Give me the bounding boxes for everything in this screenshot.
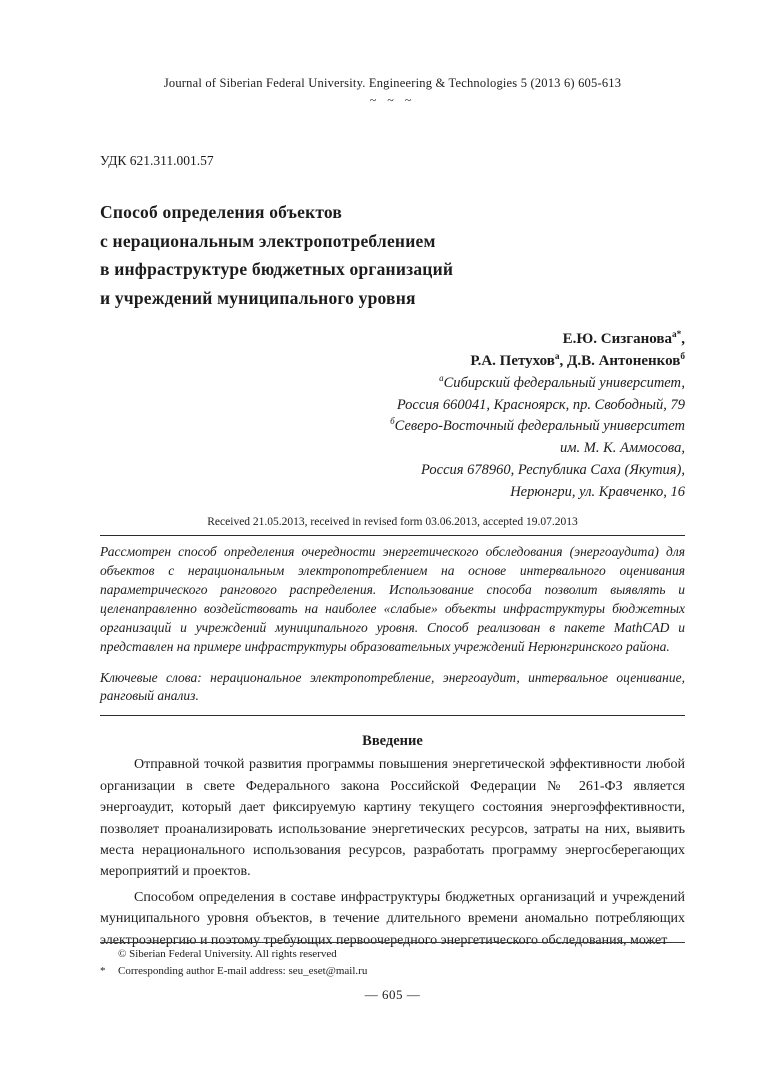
journal-header: Journal of Siberian Federal University. Engineering & Technologies 5 (2013 6) 605-613 [163,76,622,90]
corresponding-author-line [100,963,685,980]
title-line-1: Способ определения объектов [100,202,343,222]
affiliation-text: Сибирский федеральный университет, [443,374,685,391]
title-line-2: с нерациональным электропотреблением [100,230,436,251]
affiliation-text: Северо-Восточный федеральный университет [394,418,685,435]
affiliation-line [100,438,685,460]
page-footer [100,942,685,1003]
author-line-1 [100,328,685,351]
affiliation-line [100,460,685,482]
author-line-2 [100,350,685,373]
abstract-text: Рассмотрен способ определения очередности энергетического обследования (энергоаудита) для объектов с нерациональным электропотреблением на основе интервального оценивания параметрического рангового распределения. Использование способа позволит выявлять и целенаправленно воздействовать на наиболее «слабые» объекты инфраструктуры бюджетных организаций и учреждений муниципального уровня. Способ реализован в пакете MathCAD и представлен на примере инфраструктуры образовательных учреждений Нерюнгринского района. [100,544,685,654]
authors-block [100,328,685,373]
affiliation-line [100,416,685,438]
footnote-marker-star: * [100,964,106,977]
tilde-separator: ~ ~ ~ [369,93,416,107]
author-affiliation-mark: б [680,352,685,363]
author-line-tail: , [681,330,685,347]
body-paragraph-2: Способом определения в составе инфраструктуры бюджетных организаций и учреждений муниципального уровня объектов, в течение длительного времени аномально потребляющих электроэнергию и поэтому требующих первоочередного энергетического обследования, может [100,889,685,948]
affiliation-line [100,373,685,395]
corresponding-author-text: Corresponding author E-mail address: seu_eset@mail.ru [118,964,368,977]
author-name: Д.В. Антоненков [567,353,681,370]
affiliation-text: Россия 678960, Республика Саха (Якутия), [421,461,685,478]
affiliation-line [100,395,685,417]
title-line-4: и учреждений муниципального уровня [100,288,416,309]
author-affiliation-mark: а* [671,329,682,340]
author-affiliation-mark: а [554,352,560,363]
affiliations-block [100,373,685,504]
affiliation-mark: б [390,416,395,427]
copyright-line [100,946,685,963]
affiliation-text: Нерюнгри, ул. Кравченко, 16 [510,483,685,500]
udc-code: УДК 621.311.001.57 [100,153,214,168]
author-name: Р.А. Петухов [470,353,555,370]
abstract-divider-bottom [100,715,685,716]
body-paragraph-1: Отправной точкой развития программы повышения энергетической эффективности любой организации в свете Федерального закона Российской Федерации № 261-ФЗ является энергоаудит, который дает фиксируемую картину текущего состояния энергоэффективности, позволяет проанализировать использование энергетических ресурсов, затраты на них, выявить места нерационального использования ресурсов, разработать программу энергосберегающих мероприятий и проектов. [100,757,685,880]
received-dates-line: Received 21.05.2013, received in revised form 03.06.2013, accepted 19.07.2013 [207,516,578,529]
author-separator: , [559,353,567,370]
author-name: Е.Ю. Сизганова [562,330,672,347]
keywords-text: Ключевые слова: нерациональное электропотребление, энергоаудит, интервальное оценивание, ранговый анализ. [100,669,685,704]
page-number: — 605 — [364,987,421,1002]
affiliation-mark: а [439,372,444,383]
affiliation-text: им. М. К. Аммосова, [560,440,685,456]
title-line-3: в инфраструктуре бюджетных организаций [100,259,454,280]
footnote-separator [100,942,685,943]
abstract-divider-top [100,535,685,536]
affiliation-line [100,482,685,504]
affiliation-text: Россия 660041, Красноярск, пр. Свободный, 79 [396,396,685,413]
section-heading-introduction: Введение [362,733,423,750]
article-title [100,198,685,313]
copyright-text: © Siberian Federal University. All rights reserved [118,948,337,960]
